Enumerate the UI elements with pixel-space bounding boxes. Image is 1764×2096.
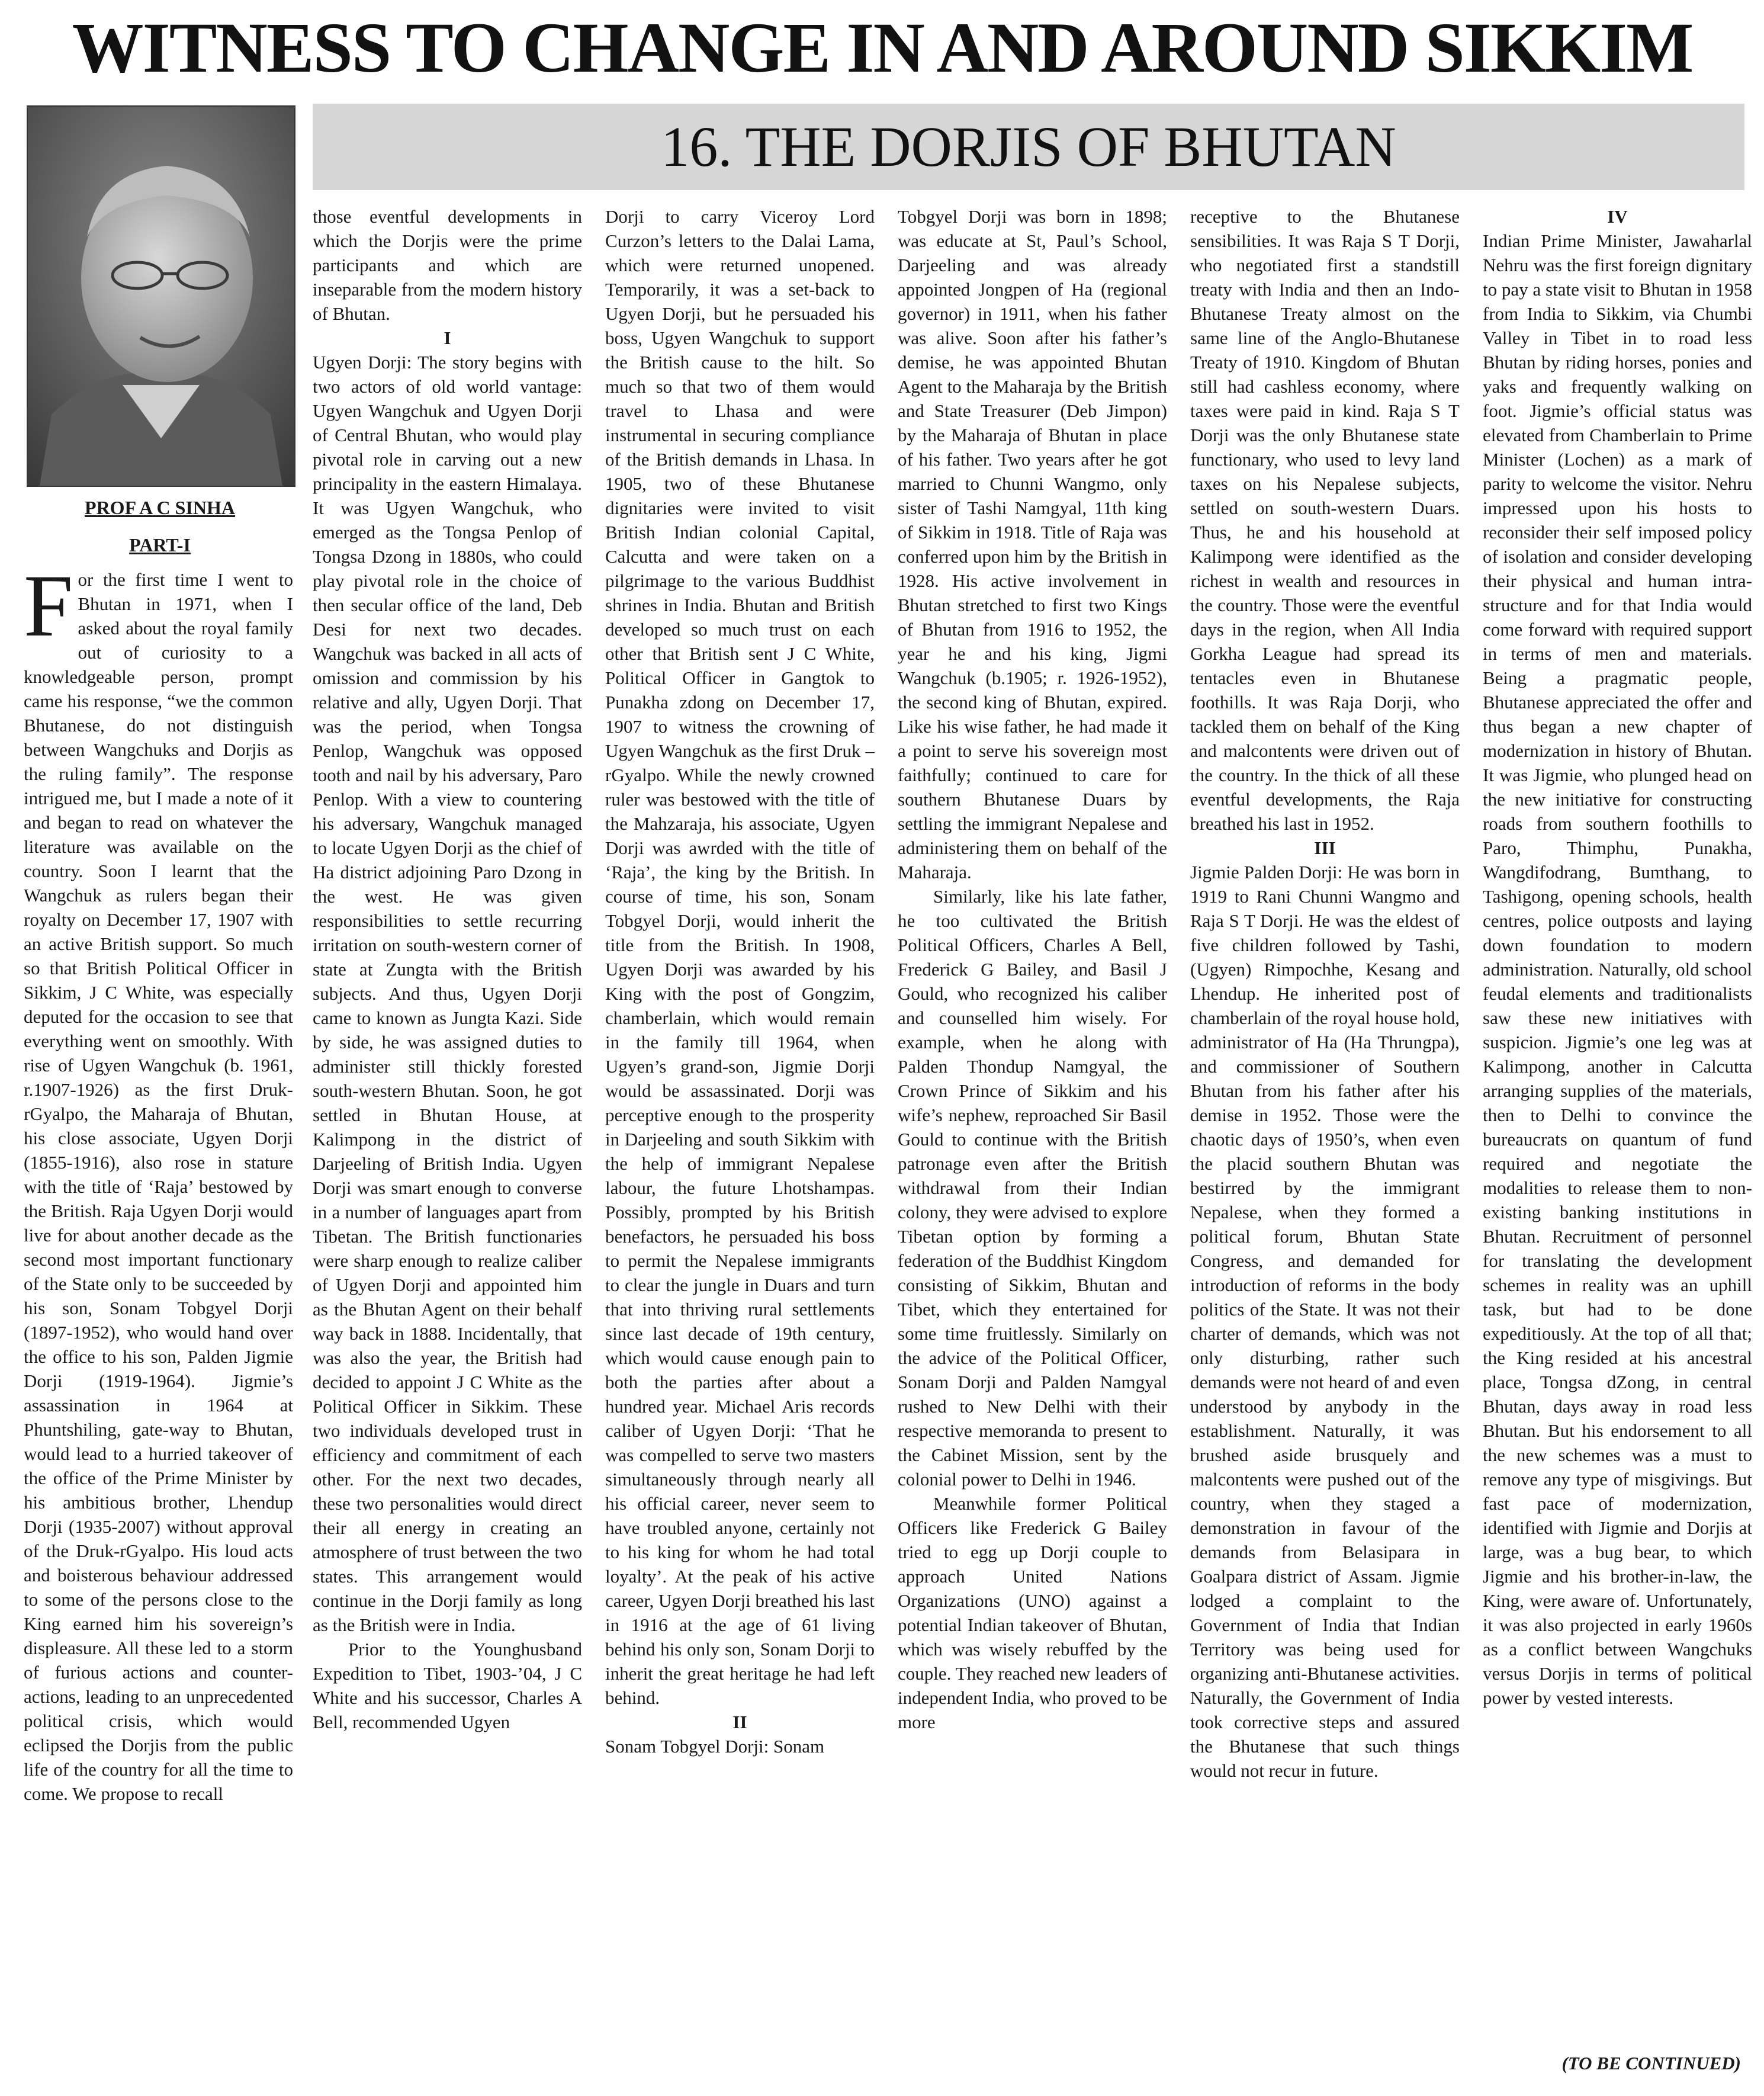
- paragraph: Dorji to carry Viceroy Lord Curzon’s letters to the Dalai Lama, which were returned unopened. Temporarily, it was a set-back to Ugyen Dorji, but he persuaded his boss, Ugyen Wangchuk to support the British cause to the hilt. So much so that two of them would travel to Lhasa and were instrumental in securing compliance of the British demands in Lhasa. In 1905, two of these Bhutanese dignitaries were invited to visit British Indian colonial Capital, Calcutta and were taken on a pilgrimage to the various Buddhist shrines in India. Bhutan and British developed so much trust on each other that British sent J C White, Political Officer in Gangtok to Punakha zdong on December 17, 1907 to witness the crowning of Ugyen Wangchuk as the first Druk – rGyalpo. While the newly crowned ruler was bestowed with the title of the Mahzaraja, his associate, Ugyen Dorji was awrded with the title of ‘Raja’, the king by the British. In course of time, his son, Sonam Tobgyel Dorji, would inherit the title from the British. In 1908, Ugyen Dorji was awarded by his King with the post of Gongzim, chamberlain, which would remain in the family till 1964, when Ugyen’s grand-son, Jigmie Dorji would be assassinated. Dorji was perceptive enough to the prosperity in Darjeeling and south Sikkim with the help of immigrant Nepalese labour, the future Lhotshampas. Possibly, prompted by his British benefactors, he persuaded his boss to permit the Nepalese immigrants to clear the jungle in Duars and turn that into thriving rural settlements since last decade of 19th century, which would cause enough pain to both the parties after about a hundred year. Michael Aris records caliber of Ugyen Dorji: ‘That he was compelled to serve two masters simultaneously through nearly all his official career, never seem to have troubled anyone, certainly not to his king for whom he had total loyalty’. At the peak of his active career, Ugyen Dorji breathed his last in 1916 at the age of 61 living behind his only son, Sonam Dorji to inherit the great heritage he had left behind.: [605, 206, 875, 1708]
- author-portrait-image: [28, 107, 294, 486]
- to-be-continued: (TO BE CONTINUED): [1561, 2053, 1741, 2073]
- paragraph: Prior to the Younghusband Expedition to Tibet, 1903-’04, J C White and his successor, Charles A Bell, recommended Ugyen: [313, 1639, 582, 1732]
- drop-cap: F: [24, 567, 73, 655]
- paragraph: those eventful developments in which the Dorjis were the prime participants and which are inseparable from the modern history of Bhutan.: [313, 206, 582, 324]
- paragraph: Tobgyel Dorji was born in 1898; was educate at St, Paul’s School, Darjeeling and was already appointed Jongpen of Ha (regional governor) in 1911, when his father was alive. Soon after his father’s demise, he was appointed Bhutan Agent to the Maharaja by the British and State Treasurer (Deb Jimpon) by the Maharaja of Bhutan in place of his father. Two years after he got married to Chunni Wangmo, only sister of Tashi Namgyal, 11th king of Sikkim in 1918. Title of Raja was conferred upon him by the British in 1928. His active involvement in Bhutan stretched to first two Kings of Bhutan from 1916 to 1952, the year he and his king, Jigmi Wangchuk (b.1905; r. 1926-1952), the second king of Bhutan, expired. Like his wise father, he had made it a point to serve his sovereign most faithfully; continued to care for southern Bhutanese Duars by settling the immigrant Nepalese and administering them on behalf of the Maharaja.: [898, 206, 1167, 882]
- author-photo: [27, 105, 295, 487]
- column-4: [898, 204, 1167, 2085]
- section-heading: III: [1314, 837, 1336, 858]
- column-6: [1483, 204, 1752, 2040]
- section-heading: II: [732, 1712, 747, 1732]
- paragraph: Jigmie Palden Dorji: He was born in 1919 to Rani Chunni Wangmo and Raja S T Dorji. He was the eldest of five children followed by Tashi, (Ugyen) Rimpochhe, Kesang and Lhendup. He inherited post of chamberlain of the royal house hold, administrator of Ha (Ha Thrungpa), and commissioner of Southern Bhutan from his father after his demise in 1952. Those were the chaotic days of 1950’s, when even the placid southern Bhutan was bestirred by the immigrant Nepalese, when they formed a political forum, Bhutan State Congress, and demanded for introduction of reforms in the body politics of the State. It was not their charter of demands, which was not only disturbing, rather such demands were not heard of and even understood by anybody in the establishment. Naturally, it was brushed aside brusquely and malcontents were pushed out of the country, when they staged a demonstration in favour of the demands from Belasipara in Goalpara district of Assam. Jigmie lodged a complaint to the Government of India that Indian Territory was being used for organizing anti-Bhutanese activities. Naturally, the Government of India took corrective steps and assured the Bhutanese that such things would not recur in future.: [1190, 862, 1460, 1781]
- paragraph: Sonam Tobgyel Dorji: Sonam: [605, 1736, 825, 1757]
- section-heading: IV: [1607, 206, 1628, 227]
- column-2: [313, 204, 582, 2085]
- section-heading: I: [444, 328, 451, 348]
- column-3: [605, 204, 875, 2085]
- part-label: PART-I: [129, 534, 191, 556]
- headline: WITNESS TO CHANGE IN AND AROUND SIKKIM: [72, 8, 1693, 88]
- subhead: 16. THE DORJIS OF BHUTAN: [661, 115, 1396, 178]
- paragraph: Similarly, like his late father, he too cultivated the British Political Officers, Charles A Bell, Frederick G Bailey, and Basil J Gould, who recognized his caliber and counselled him wisely. For example, when he along with Palden Thondup Namgyal, the Crown Prince of Sikkim and his wife’s nephew, reproached Sir Basil Gould to continue with the British patronage even after the British withdrawal from their Indian colony, they were advised to explore Tibetan option by forming a federation of the Buddhist Kingdom consisting of Sikkim, Bhutan and Tibet, which they entertained for some time fruitlessly. Similarly on the advice of the Political Officer, Sonam Dorji and Palden Namgyal rushed to New Delhi with their respective memoranda to present to the Cabinet Mission, sent by the colonial power to Delhi in 1946.: [898, 886, 1167, 1490]
- paragraph-text: or the first time I went to Bhutan in 1971, when I asked about the royal family out of curiosity to a knowledgeable person, prompt came his response, “we the common Bhutanese, do not distinguish between Wangchuks and Dorjis as the ruling family”. The response intrigued me, but I made a note of it and began to read on whatever the literature was available on the country. Soon I learnt that the Wangchuk as rulers began their royalty on December 17, 1907 with an active British support. So much so that British Political Officer in Sikkim, J C White, was especially deputed for the occasion to see that everything went on smoothly. With rise of Ugyen Wangchuk (b. 1961, r.1907-1926) as the first Druk-rGyalpo, the Maharaja of Bhutan, his close associate, Ugyen Dorji (1855-1916), also rose in stature with the title of ‘Raja’ bestowed by the British. Raja Ugyen Dorji would live for about another decade as the second most important functionary of the State only to be succeeded by his son, Sonam Tobgyel Dorji (1897-1952), who would hand over the office to his son, Palden Jigmie Dorji (1919-1964). Jigmie’s assassination in 1964 at Phuntshiling, gate-way to Bhutan, would lead to a hurried takeover of the office of the Prime Minister by his ambitious brother, Lhendup Dorji (1935-2007) without approval of the Druk-rGyalpo. His loud acts and boisterous behaviour addressed to some of the persons close to the King earned him his sovereign’s displeasure. All these led to a storm of furious actions and counter-actions, leading to an unprecedented political crisis, which would eclipsed the Dorjis from the public life of the country for all the time to come. We propose to recall: [24, 569, 293, 1804]
- paragraph: [24, 567, 293, 1806]
- paragraph: Indian Prime Minister, Jawaharlal Nehru was the first foreign dignitary to pay a state visit to Bhutan in 1958 from India to Sikkim, via Chumbi Valley in Tibet in to road less Bhutan by riding horses, ponies and yaks and frequently walking on foot. Jigmie’s official status was elevated from Chamberlain to Prime Minister (Lochen) as a mark of parity to welcome the visitor. Nehru impressed upon his hosts to reconsider their self imposed policy of isolation and consider developing their physical and human intra-structure and for that India would come forward with required support in terms of men and materials. Being a pragmatic people, Bhutanese appreciated the offer and thus began a new chapter of modernization in history of Bhutan. It was Jigmie, who plunged head on the new initiative for constructing roads from southern foothills to Paro, Thimphu, Punakha, Wangdifodrang, Bumthang, to Tashigong, opening schools, health centres, police outposts and laying down foundation to modern administration. Naturally, old school feudal elements and traditionalists saw these new initiatives with suspicion. Jigmie’s one leg was at Kalimpong, another in Calcutta arranging supplies of the materials, then to Delhi to convince the bureaucrats on quantum of fund required and negotiate the modalities to release them to non-existing banking institutions in Bhutan. Recruitment of personnel for translating the development schemes in reality was an uphill task, but had to be done expeditiously. At the top of all that; the King resided at his ancestral place, Tongsa dZong, in central Bhutan, days away in road less Bhutan. But his endorsement to all the new schemes was a must to remove any type of misgivings. But fast pace of modernization, identified with Jigmie and Dorjis at large, was a bug bear, to which Jigmie and his brother-in-law, the King, were aware of. Unfortunately, it was also projected in early 1960s as a conflict between Wangchuks versus Dorjis in terms of political power by vested interests.: [1483, 230, 1752, 1708]
- column-1: [24, 567, 293, 2084]
- subhead-band: [313, 104, 1744, 190]
- paragraph: Meanwhile former Political Officers like Frederick G Bailey tried to egg up Dorji couple to approach United Nations Organizations (UNO) against a potential Indian takeover of Bhutan, which was wisely rebuffed by the couple. They reached new leaders of independent India, who proved to be more: [898, 1493, 1167, 1732]
- paragraph: receptive to the Bhutanese sensibilities. It was Raja S T Dorji, who negotiated first a standstill treaty with India and then an Indo-Bhutanese Treaty almost on the same line of the Anglo-Bhutanese Treaty of 1910. Kingdom of Bhutan still had cashless economy, where taxes were paid in kind. Raja S T Dorji was the only Bhutanese state functionary, who used to levy land taxes on his Nepalese subjects, settled on south-western Duars. Thus, he and his household at Kalimpong were identified as the richest in wealth and resources in the country. Those were the eventful days in the region, when All India Gorkha League had spread its tentacles even in Bhutanese foothills. It was Raja Dorji, who tackled them on behalf of the King and malcontents were driven out of the country. In the thick of all these eventful developments, the Raja breathed his last in 1952.: [1190, 206, 1460, 834]
- author-byline: PROF A C SINHA: [85, 497, 235, 518]
- column-5: [1190, 204, 1460, 2085]
- paragraph: Ugyen Dorji: The story begins with two actors of old world vantage: Ugyen Wangchuk and Ugyen Dorji of Central Bhutan, who would play pivotal role in carving out a new principality in the eastern Himalaya. It was Ugyen Wangchuk, who emerged as the Tongsa Penlop of Tongsa Dzong in 1880s, who could play pivotal role in the choice of then secular office of the land, Deb Desi for next two decades. Wangchuk was backed in all acts of omission and commission by his relative and ally, Ugyen Dorji. That was the period, when Tongsa Penlop, Wangchuk was opposed tooth and nail by his adversary, Paro Penlop. With a view to countering his adversary, Wangchuk managed to locate Ugyen Dorji as the chief of Ha district adjoining Paro Dzong in the west. He was given responsibilities to settle recurring irritation on south-western corner of state at Zungta with the British subjects. And thus, Ugyen Dorji came to known as Jungta Kazi. Side by side, he was assigned duties to administer still thickly forested south-western Bhutan. Soon, he got settled in Bhutan House, at Kalimpong in the district of Darjeeling of British India. Ugyen Dorji was smart enough to converse in a number of languages apart from Tibetan. The British functionaries were sharp enough to realize caliber of Ugyen Dorji and appointed him as the Bhutan Agent on their behalf way back in 1888. Incidentally, that was also the year, the British had decided to appoint J C White as the Political Officer in Sikkim. These two individuals developed trust in efficiency and commitment of each other. For the next two decades, these two personalities would direct their all energy in creating an atmosphere of trust between the two states. This arrangement would continue in the Dorji family as long as the British were in India.: [313, 352, 582, 1635]
